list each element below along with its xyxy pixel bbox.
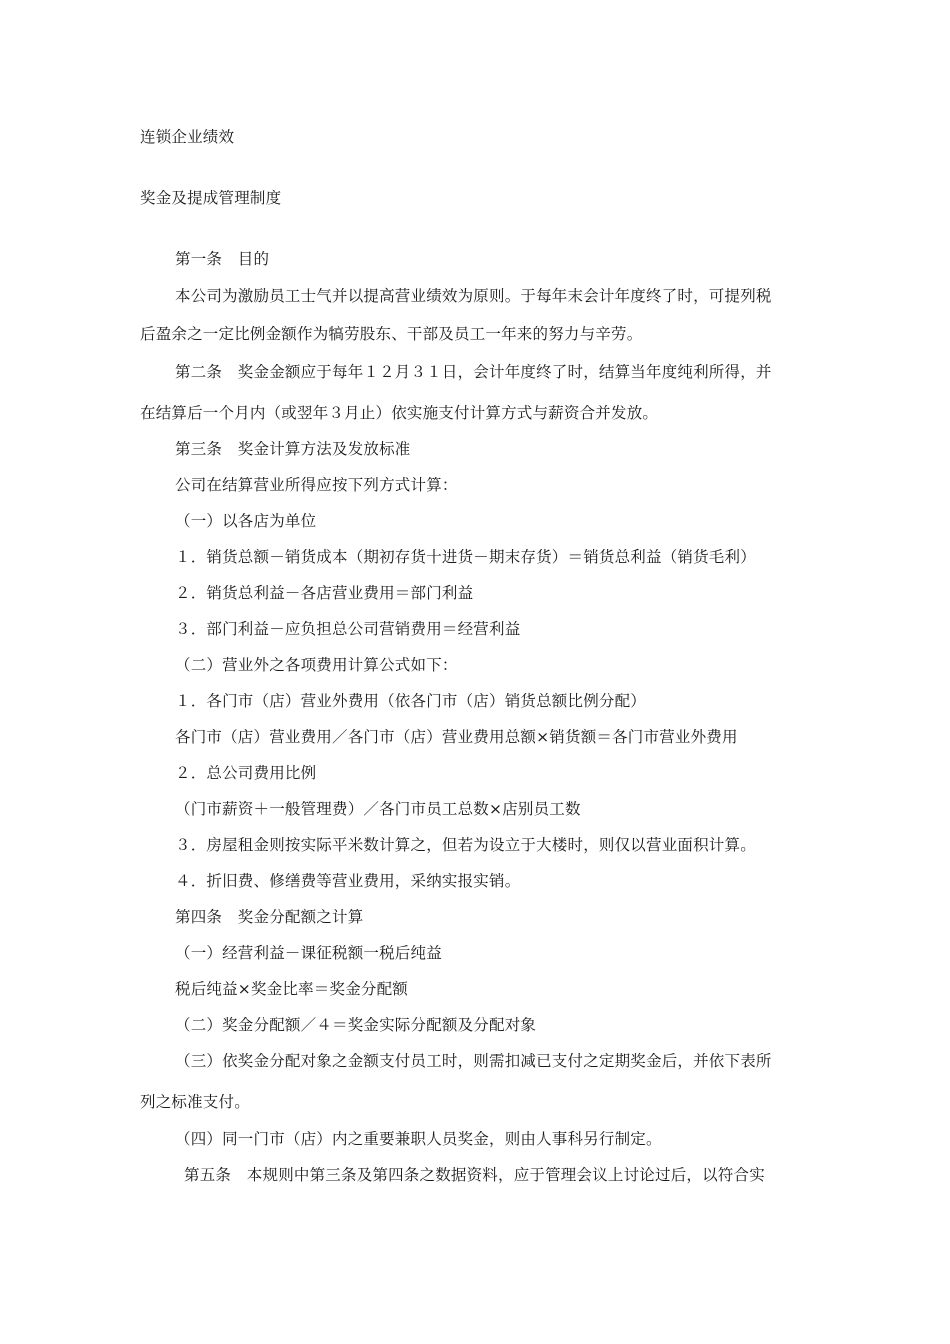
- formula-line: 各门市（店）营业费用／各门市（店）营业费用总额×销货额＝各门市营业外费用: [175, 728, 738, 746]
- list-item: ２．总公司费用比例: [175, 764, 317, 782]
- list-item: （二）营业外之各项费用计算公式如下：: [175, 656, 458, 674]
- list-item: ４．折旧费、修缮费等营业费用，采纳实报实销。: [175, 872, 521, 890]
- list-item: １．各门市（店）营业外费用（依各门市（店）销货总额比例分配）: [175, 692, 647, 710]
- article-2-line: 第二条 奖金金额应于每年１２月３１日，会计年度终了时，结算当年度纯利所得，并: [175, 363, 772, 381]
- list-item: （一）以各店为单位: [175, 512, 317, 530]
- list-item: ２．销货总利益－各店营业费用＝部门利益: [175, 584, 474, 602]
- list-item: （四）同一门市（店）内之重要兼职人员奖金，则由人事科另行制定。: [175, 1130, 662, 1148]
- list-item: ３．房屋租金则按实际平米数计算之，但若为设立于大楼时，则仅以营业面积计算。: [175, 836, 756, 854]
- paragraph-line: 后盈余之一定比例金额作为犒劳股东、干部及员工一年来的努力与辛劳。: [140, 325, 643, 343]
- list-item: １．销货总额－销货成本（期初存货十进货－期末存货）＝销货总利益（销货毛利）: [175, 548, 756, 566]
- paragraph-line: 列之标准支付。: [140, 1093, 250, 1111]
- formula-line: （门市薪资＋一般管理费）／各门市员工总数×店别员工数: [175, 800, 581, 818]
- list-item: ３．部门利益－应负担总公司营销费用＝经营利益: [175, 620, 521, 638]
- paragraph-line: 本公司为激励员工士气并以提高营业绩效为原则。于每年末会计年度终了时，可提列税: [175, 287, 772, 305]
- article-3-heading: 第三条 奖金计算方法及发放标准: [175, 440, 411, 458]
- article-1-heading: 第一条 目的: [175, 250, 270, 268]
- list-item: （一）经营利益－课征税额一税后纯益: [175, 944, 442, 962]
- list-item: （二）奖金分配额／４＝奖金实际分配额及分配对象: [175, 1016, 537, 1034]
- document-title-line-2: 奖金及提成管理制度: [140, 189, 282, 207]
- paragraph-line: 公司在结算营业所得应按下列方式计算：: [175, 476, 458, 494]
- article-4-heading: 第四条 奖金分配额之计算: [175, 908, 364, 926]
- article-5-line: 第五条 本规则中第三条及第四条之数据资料，应于管理会议上讨论过后，以符合实: [184, 1166, 765, 1184]
- formula-line: 税后纯益×奖金比率＝奖金分配额: [175, 980, 408, 998]
- list-item: （三）依奖金分配对象之金额支付员工时，则需扣减已支付之定期奖金后，并依下表所: [175, 1052, 772, 1070]
- paragraph-line: 在结算后一个月内（或翌年３月止）依实施支付计算方式与薪资合并发放。: [140, 404, 659, 422]
- document-title-line-1: 连锁企业绩效: [140, 128, 235, 146]
